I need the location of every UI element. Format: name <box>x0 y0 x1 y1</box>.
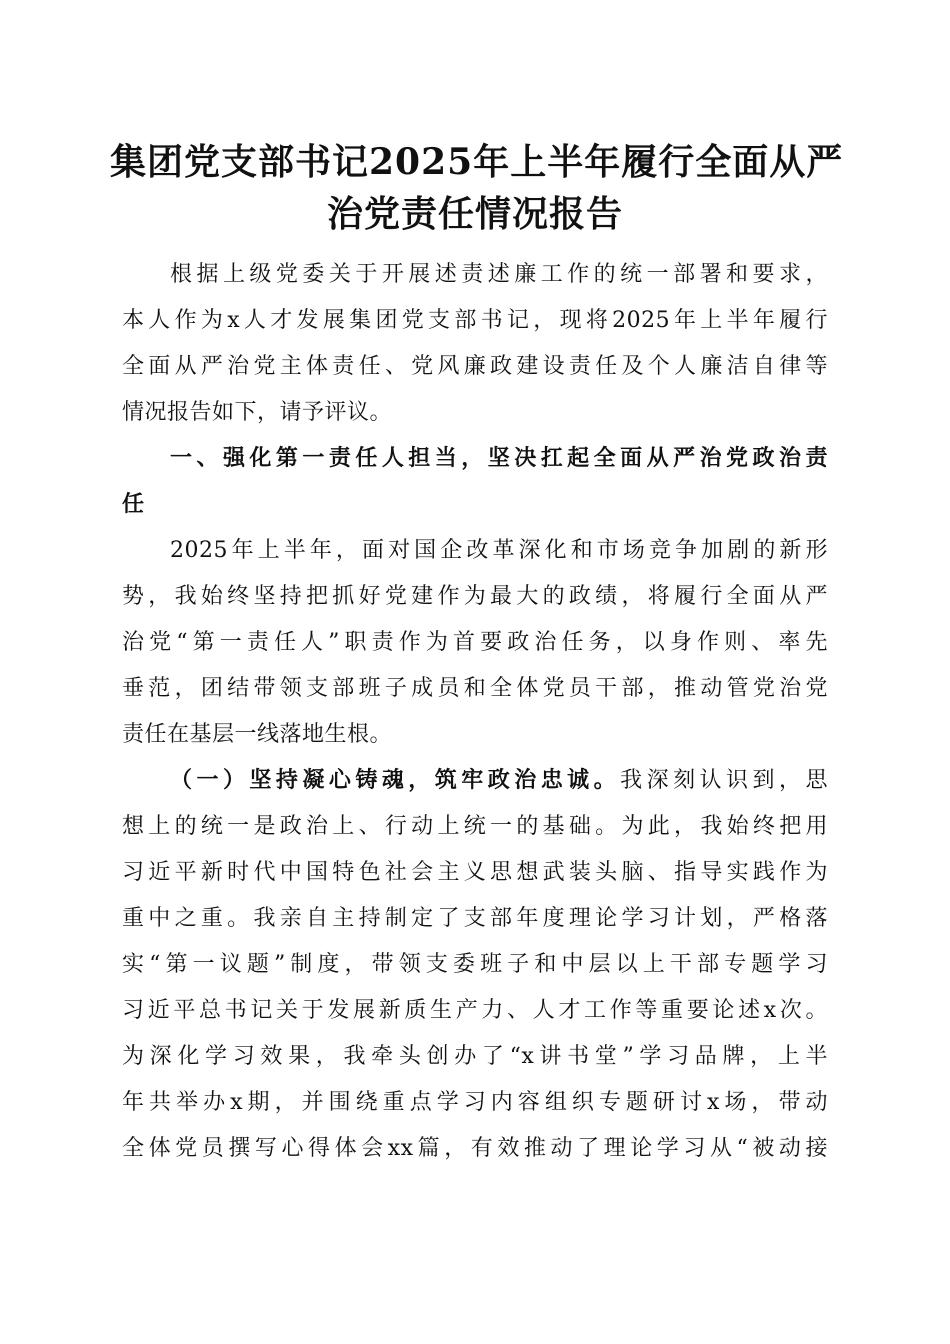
intro-line-1: 根据上级党委关于开展述责述廉工作的统一部署和要求， <box>170 262 828 287</box>
subsection1-line-8: 年共举办x期，并围绕重点学习内容组织专题研讨x场，带动 <box>122 1090 828 1115</box>
subsection1-line-6: 习近平总书记关于发展新质生产力、人才工作等重要论述x次。 <box>122 998 828 1023</box>
section1-line-2: 势，我始终坚持把抓好党建作为最大的政绩，将履行全面从严 <box>122 584 828 609</box>
section1-heading-line-2: 任 <box>122 492 145 517</box>
subsection1-first-line-rest: 我深刻认识到，思 <box>620 768 828 793</box>
section1-line-4: 垂范，团结带领支部班子成员和全体党员干部，推动管党治党 <box>122 676 828 701</box>
intro-line-4: 情况报告如下，请予评议。 <box>122 400 393 425</box>
subsection1-line-2: 想上的统一是政治上、行动上统一的基础。为此，我始终把用 <box>122 814 828 839</box>
section1-heading-line-1: 一、强化第一责任人担当，坚决扛起全面从严治党政治责 <box>170 446 828 471</box>
subsection1-line-7: 为深化学习效果，我牵头创办了“x讲书堂”学习品牌，上半 <box>122 1044 828 1069</box>
section1-line-3: 治党“第一责任人”职责作为首要政治任务，以身作则、率先 <box>122 630 828 655</box>
subsection1-line-9: 全体党员撰写心得体会xx篇，有效推动了理论学习从“被动接 <box>122 1136 828 1161</box>
title-line-2: 治党责任情况报告 <box>326 193 623 235</box>
section1-line-1: 2025年上半年，面对国企改革深化和市场竞争加剧的新形 <box>170 538 828 563</box>
subsection1-line-4: 重中之重。我亲自主持制定了支部年度理论学习计划，严格落 <box>122 906 828 931</box>
subsection1-heading: （一）坚持凝心铸魂，筑牢政治忠诚。 <box>170 768 621 793</box>
subsection1-line-5: 实“第一议题”制度，带领支委班子和中层以上干部专题学习 <box>122 952 828 977</box>
title-line-1: 集团党支部书记2025年上半年履行全面从严 <box>110 141 844 183</box>
subsection1-line-3: 习近平新时代中国特色社会主义思想武装头脑、指导实践作为 <box>122 860 828 885</box>
document-title <box>110 136 844 240</box>
document-body <box>122 252 828 1172</box>
section1-line-5: 责任在基层一线落地生根。 <box>122 722 393 747</box>
subsection1-line-1 <box>122 758 828 804</box>
intro-line-3: 全面从严治党主体责任、党风廉政建设责任及个人廉洁自律等 <box>122 354 828 379</box>
intro-line-2: 本人作为x人才发展集团党支部书记，现将2025年上半年履行 <box>122 308 828 333</box>
